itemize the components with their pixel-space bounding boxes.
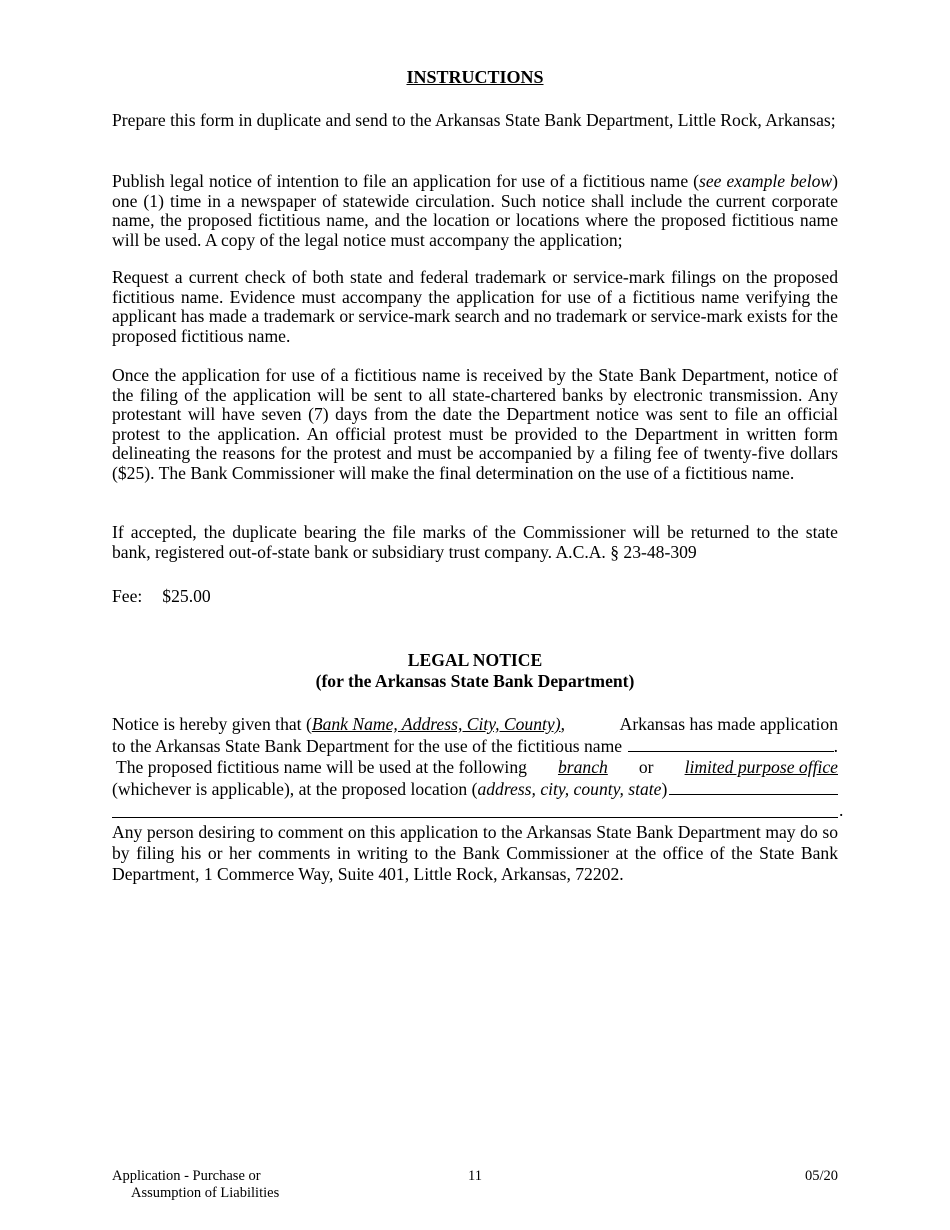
footer-form-name: Application - Purchase or Assumption of Liabilities bbox=[112, 1168, 280, 1201]
instruction-paragraph-4: Once the application for use of a fictitious name is received by the State Bank Department, notice of the filing of the application will be sent to all state-chartered banks by electronic transmission. Any protestant will have seven (7) days from the date the Department notice was sent to file an official protest to the application. An official protest must be provided to the Department in written form delineating the reasons for the protest and must be accompanied by a filing fee of twenty-five dollars ($25). The Bank Commissioner will make the final determination on the use of a fictitious name. bbox=[112, 365, 838, 483]
notice-fictitious-name-text: to the Arkansas State Bank Department for the use of the fictitious name bbox=[112, 735, 623, 756]
fictitious-name-blank[interactable] bbox=[628, 736, 834, 752]
footer-date: 05/20 bbox=[804, 1168, 838, 1184]
fee-amount: $25.00 bbox=[162, 586, 211, 606]
notice-line-3: The proposed fictitious name will be used at the following branch or limited purpose office bbox=[116, 757, 838, 778]
notice-location-text: The proposed fictitious name will be used at the following bbox=[116, 757, 527, 778]
address-placeholder: address, city, county, state bbox=[477, 778, 662, 799]
fee-label: Fee: bbox=[112, 586, 143, 606]
instruction-paragraph-1: Prepare this form in duplicate and send to the Arkansas State Bank Department, Little Rock, Arkansas; bbox=[112, 110, 836, 130]
instructions-heading: INSTRUCTIONS bbox=[406, 67, 544, 87]
location-end-period: . bbox=[839, 800, 844, 820]
p2-text-b: ) one (1) time in a newspaper of statewide circulation. Such notice shall include the current corporate name, the proposed fictitious name, and the location or locations where the proposed fictitious name will be used. A copy of the legal notice must accompany the application; bbox=[112, 171, 838, 250]
instruction-paragraph-5: If accepted, the duplicate bearing the file marks of the Commissioner will be returned to the state bank, registered out-of-state bank or subsidiary trust company. A.C.A. § 23-48-309 bbox=[112, 522, 838, 562]
instruction-paragraph-2 bbox=[112, 172, 838, 250]
notice-intro: Notice is hereby given that ( bbox=[112, 714, 312, 734]
limited-purpose-office-option: limited purpose office bbox=[684, 757, 838, 778]
notice-line-1: Notice is hereby given that (Bank Name, Address, City, County), Arkansas has made application bbox=[112, 714, 838, 734]
fee-line bbox=[112, 586, 211, 607]
notice-application-text: Arkansas has made application bbox=[619, 714, 838, 734]
location-blank[interactable] bbox=[669, 779, 838, 795]
notice-line-4: (whichever is applicable), at the proposed location ( address, city, county, state ) bbox=[112, 779, 838, 801]
legal-notice-title: LEGAL NOTICE bbox=[407, 650, 543, 670]
legal-notice-heading bbox=[112, 650, 838, 692]
p2-italic-text: see example below bbox=[699, 171, 833, 191]
notice-closing-paragraph: Any person desiring to comment on this application to the Arkansas State Bank Department may do so by filing his or her comments in writing to the Bank Commissioner at the office of the State Bank Department, 1 Commerce Way, Suite 401, Little Rock, Arkansas, 72202. bbox=[112, 822, 838, 884]
legal-notice-subtitle: (for the Arkansas State Bank Department) bbox=[315, 671, 635, 691]
footer-page-number: 11 bbox=[468, 1168, 482, 1184]
notice-line-2: to the Arkansas State Bank Department for the use of the fictitious name . bbox=[112, 735, 838, 756]
legal-notice-body bbox=[112, 714, 838, 800]
location-blank-continued[interactable] bbox=[112, 817, 838, 818]
bank-name-placeholder: Bank Name, Address, City, County) bbox=[311, 714, 561, 734]
instruction-paragraph-3: Request a current check of both state and federal trademark or service-mark filings on the proposed fictitious name. Evidence must accompany the application for use of a fictitious name verifying the applicant has made a trademark or service-mark search and no trademark or service-mark exists for the proposed fictitious name. bbox=[112, 267, 838, 346]
p2-text-a: Publish legal notice of intention to file an application for use of a fictitious name ( bbox=[112, 171, 700, 191]
notice-proposed-location-text: (whichever is applicable), at the proposed location ( bbox=[112, 778, 478, 799]
branch-option: branch bbox=[557, 757, 608, 778]
